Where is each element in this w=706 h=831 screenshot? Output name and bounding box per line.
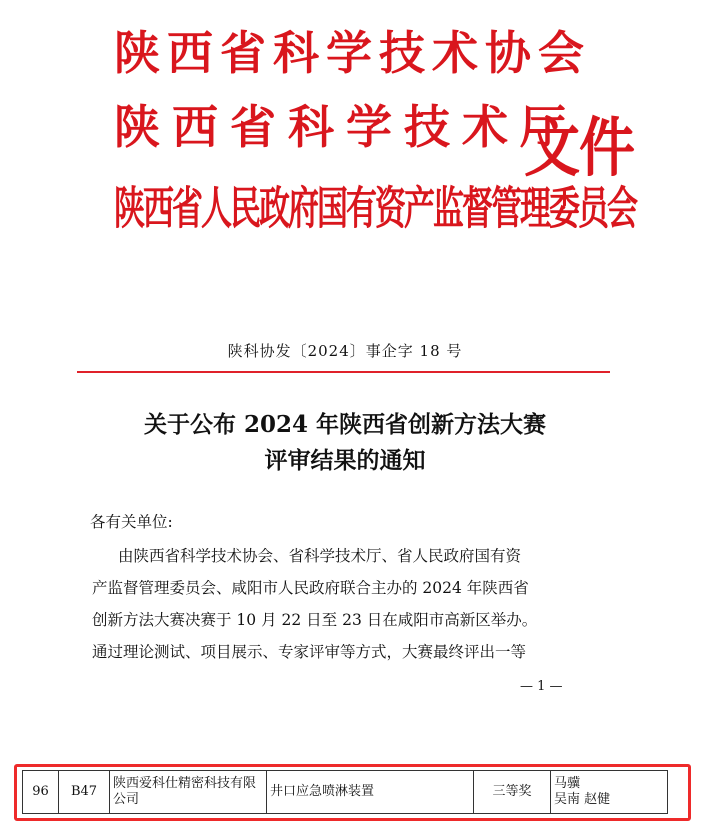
document-suffix: 文件 bbox=[524, 110, 634, 187]
red-divider bbox=[77, 371, 610, 373]
body-line-2: 产监督管理委员会、咸阳市人民政府联合主办的 2024 年陕西省 bbox=[92, 579, 529, 597]
body-line-4: 通过理论测试、项目展示、专家评审等方式，大赛最终评出一等 bbox=[92, 643, 527, 661]
team-members-line-1: 马骥 bbox=[554, 776, 581, 792]
team-members-line-2: 吴南 赵健 bbox=[554, 792, 611, 807]
body-line-3: 创新方法大赛决赛于 10 月 22 日至 23 日在咸阳市高新区举办。 bbox=[92, 611, 538, 629]
document-title-line-1: 关于公布 2024 年陕西省创新方法大赛 bbox=[143, 411, 547, 438]
document-title-line-2: 评审结果的通知 bbox=[264, 447, 426, 474]
document-number: 陕科协发〔2024〕事企字 18 号 bbox=[227, 342, 463, 360]
issuer-line-sasac: 陕西省人民政府国有资产监督管理委员会 bbox=[114, 182, 636, 235]
project-name: 井口应急喷淋装置 bbox=[267, 771, 474, 814]
issuer-line-science-department: 陕西省科学技术厅 bbox=[114, 100, 578, 154]
issuer-line-science-association: 陕西省科学技术协会 bbox=[114, 26, 591, 80]
award-level: 三等奖 bbox=[474, 771, 551, 814]
row-highlight-box bbox=[14, 764, 691, 821]
page-number: — 1 — bbox=[520, 679, 563, 694]
organization-name: 陕西爱科仕精密科技有限公司 bbox=[110, 771, 267, 814]
body-line-1: 由陕西省科学技术协会、省科学技术厅、省人民政府国有资 bbox=[118, 547, 522, 565]
entry-code: B47 bbox=[59, 771, 110, 814]
row-index: 96 bbox=[23, 771, 59, 814]
salutation: 各有关单位: bbox=[90, 513, 173, 531]
